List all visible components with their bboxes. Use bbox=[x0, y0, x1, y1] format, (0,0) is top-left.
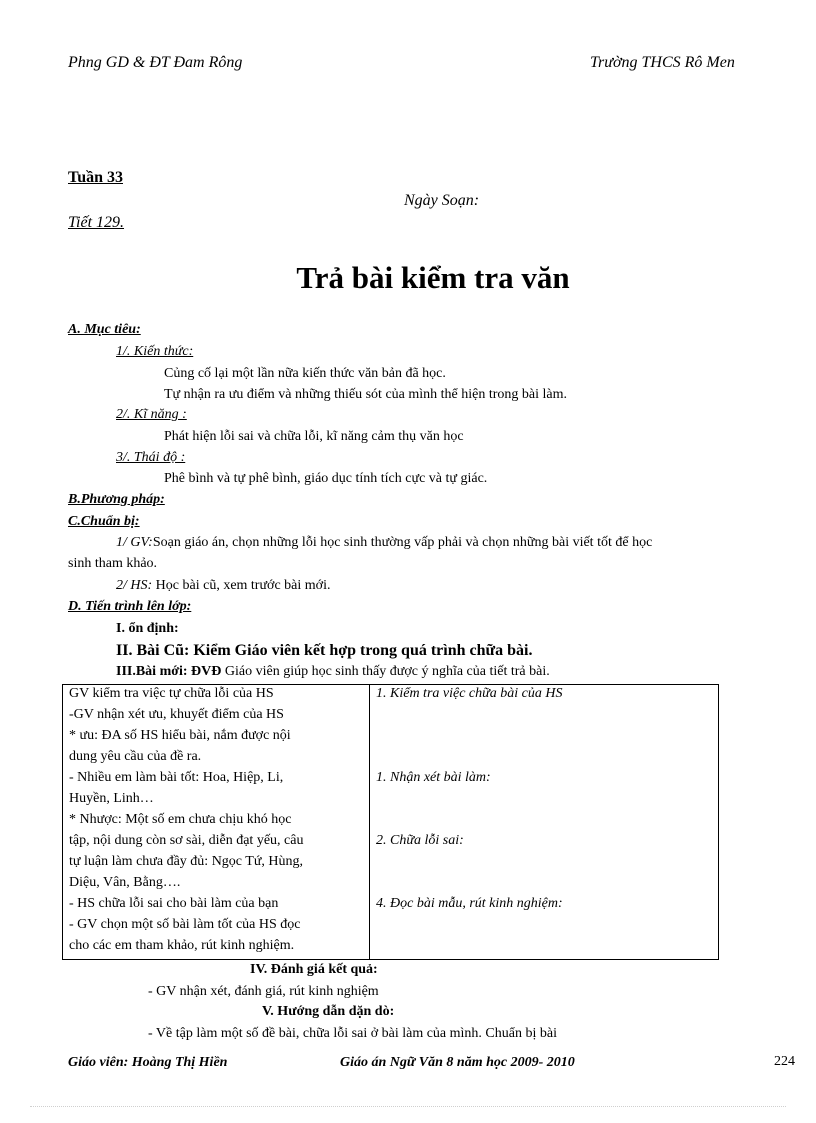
step-iii-label: III.Bài mới: ĐVĐ bbox=[116, 664, 222, 679]
activity-table bbox=[62, 684, 719, 960]
table-left-line: - Nhiều em làm bài tốt: Hoa, Hiệp, Li, bbox=[69, 770, 284, 785]
gv-prep-text-2: sinh tham khảo. bbox=[68, 556, 158, 571]
lesson-label: Tiết 129. bbox=[68, 214, 125, 231]
table-right-item-1: 1. Kiểm tra việc chữa bài của HS bbox=[376, 686, 563, 701]
step-iii bbox=[116, 664, 550, 680]
gv-prep-text: Soạn giáo án, chọn những lỗi học sinh thường vấp phải và chọn những bài viết tốt để học bbox=[152, 535, 653, 550]
date-label: Ngày Soạn: bbox=[404, 192, 480, 209]
knowledge-label: 1/. Kiến thức: bbox=[116, 344, 194, 359]
hs-prep-line bbox=[116, 578, 330, 594]
week-label: Tuần 33 bbox=[68, 169, 123, 186]
content-cell bbox=[370, 685, 719, 960]
attitude-label: 3/. Thái độ : bbox=[116, 450, 186, 465]
knowledge-line-2: Tự nhận ra ưu điểm và những thiếu sót của mình thể hiện trong bài làm. bbox=[164, 387, 568, 402]
section-d-heading: D. Tiến trình lên lớp: bbox=[68, 599, 192, 614]
header-left: Phng GD & ĐT Đam Rông bbox=[68, 54, 243, 71]
section-v-text: - Về tập làm một số đề bài, chữa lỗi sai ở bài làm của mình. Chuẩn bị bài bbox=[148, 1026, 557, 1041]
table-right-item-4: 4. Đọc bài mẫu, rút kinh nghiệm: bbox=[376, 896, 563, 911]
step-i: I. ổn định: bbox=[116, 621, 179, 636]
section-c-heading: C.Chuẩn bị: bbox=[68, 514, 140, 529]
table-left-line: -GV nhận xét ưu, khuyết điểm của HS bbox=[69, 707, 284, 722]
step-ii bbox=[116, 642, 532, 660]
step-ii-text: Kiểm Giáo viên kết hợp trong quá trình chữa bài. bbox=[189, 642, 533, 659]
section-a-heading: A. Mục tiêu: bbox=[68, 322, 141, 337]
table-left-line: tập, nội dung còn sơ sài, diễn đạt yếu, câu bbox=[69, 833, 304, 848]
table-left-line: Huyền, Linh… bbox=[69, 791, 154, 806]
skill-line-1: Phát hiện lỗi sai và chữa lỗi, kĩ năng cảm thụ văn học bbox=[164, 429, 464, 444]
table-left-line: GV kiểm tra việc tự chữa lỗi của HS bbox=[69, 686, 274, 701]
table-left-line: - HS chữa lỗi sai cho bài làm của bạn bbox=[69, 896, 279, 911]
footer-teacher: Giáo viên: Hoàng Thị Hiền bbox=[68, 1055, 228, 1070]
page-number: 224 bbox=[774, 1054, 795, 1069]
footer-course: Giáo án Ngữ Văn 8 năm học 2009- 2010 bbox=[340, 1055, 575, 1070]
section-b-heading: B.Phương pháp: bbox=[68, 492, 165, 507]
step-iii-text: Giáo viên giúp học sinh thấy được ý nghĩa của tiết trả bài. bbox=[221, 664, 550, 679]
hs-prep-label: 2/ HS: bbox=[116, 578, 153, 593]
table-left-line: Diệu, Vân, Bằng…. bbox=[69, 875, 181, 890]
table-right-item-3: 2. Chữa lỗi sai: bbox=[376, 833, 464, 848]
section-v-heading: V. Hướng dẫn dặn dò: bbox=[262, 1004, 395, 1019]
attitude-line-1: Phê bình và tự phê bình, giáo dục tính tích cực và tự giác. bbox=[164, 471, 488, 486]
step-ii-label: II. Bài Cũ: bbox=[116, 642, 190, 659]
knowledge-line-1: Củng cố lại một lần nữa kiến thức văn bản đã học. bbox=[164, 366, 446, 381]
table-left-line: - GV chọn một số bài làm tốt của HS đọc bbox=[69, 917, 301, 932]
hs-prep-text: Học bài cũ, xem trước bài mới. bbox=[155, 578, 331, 593]
table-left-line: tự luận làm chưa đầy đủ: Ngọc Tứ, Hùng, bbox=[69, 854, 304, 869]
skill-label: 2/. Kĩ năng : bbox=[116, 407, 187, 422]
table-left-line: * ưu: ĐA số HS hiểu bài, nắm được nội bbox=[69, 728, 291, 743]
section-iv-heading: IV. Đánh giá kết quả: bbox=[250, 962, 378, 977]
gv-prep-label: 1/ GV: bbox=[116, 535, 153, 550]
page-bottom-divider bbox=[30, 1106, 786, 1107]
page-title: Trả bài kiểm tra văn bbox=[296, 260, 570, 295]
table-left-line: dung yêu cầu của đề ra. bbox=[69, 749, 202, 764]
teacher-activity-cell bbox=[63, 685, 370, 960]
header-right: Trường THCS Rô Men bbox=[590, 54, 735, 71]
table-right-item-2: 1. Nhận xét bài làm: bbox=[376, 770, 491, 785]
table-left-line: cho các em tham khảo, rút kinh nghiệm. bbox=[69, 938, 295, 953]
section-iv-text: - GV nhận xét, đánh giá, rút kinh nghiệm bbox=[148, 984, 379, 999]
gv-prep-line bbox=[116, 535, 798, 551]
table-left-line: * Nhược: Một số em chưa chịu khó học bbox=[69, 812, 292, 827]
